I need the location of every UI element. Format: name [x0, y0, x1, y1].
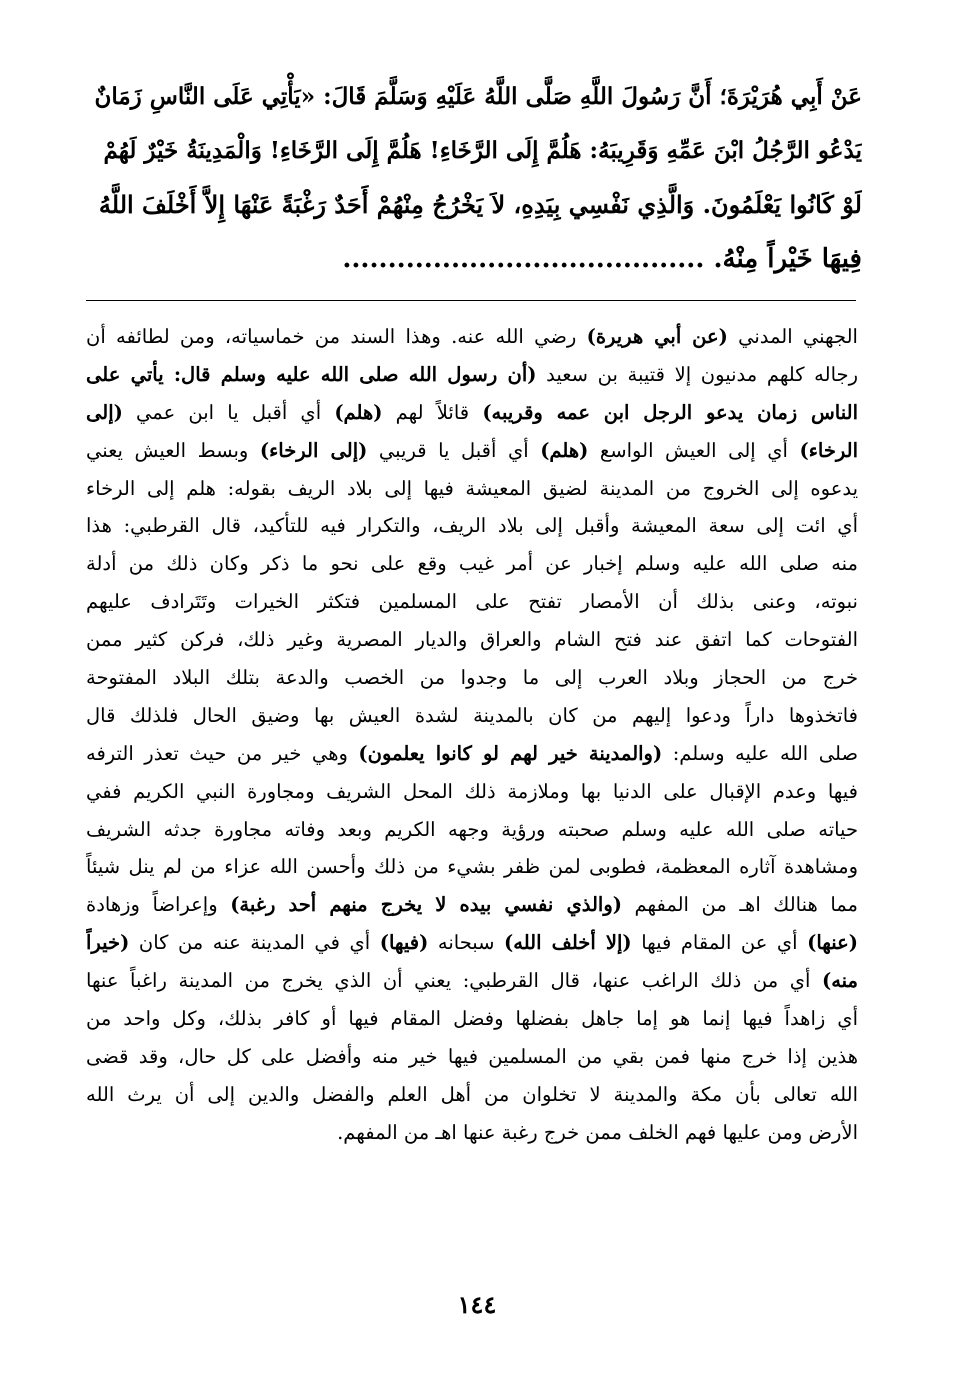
quoted-text: (فيها) [379, 931, 429, 955]
quoted-text: (هلم) [540, 438, 589, 462]
commentary-text: أي أقبل يا ابن عمي [122, 400, 335, 424]
commentary-text: أي إلى العيش الواسع [588, 438, 800, 462]
quoted-text: (أن رسول الله صلى الله عليه وسلم قال: يأتي على [86, 362, 537, 386]
quoted-text: (والمدينة خير لهم لو كانوا يعلمون) [358, 741, 663, 765]
quoted-text: (عن أبي هريرة) [586, 325, 728, 348]
commentary-line: فاتخذوها داراً ودعوا إليهم من كان بالمدينة لشدة العيش بها وضيق الحال فلذلك قال [86, 703, 858, 727]
page-number: ١٤٤ [457, 1290, 497, 1319]
quoted-text: (والذي نفسي بيده لا يخرج منهم أحد رغبة) [230, 893, 622, 917]
commentary-text: رجاله كلهم مدنيون إلا قتيبة بن سعيد [536, 362, 858, 386]
commentary-line [86, 924, 858, 962]
quoted-text: (هلم) [334, 400, 383, 424]
commentary-text: أي في المدينة عنه من كان [129, 931, 380, 955]
quoted-text: (إلى [86, 400, 123, 424]
commentary-line: نبوته، وعنى بذلك أن الأمصار تفتح على المسلمين فتكثر الخيرات وتَتَرادف عليهم [86, 590, 858, 614]
commentary-text: سبحانه [428, 931, 505, 955]
quoted-text: الناس زمان يدعو الرجل ابن عمه وقريبه) [482, 400, 858, 424]
hadith-line: فِيهَا خَيْراً مِنْهُ. ........................................ [342, 244, 862, 274]
commentary-text: وبسط العيش يعني [86, 438, 260, 462]
quoted-text: (خيراً [86, 931, 130, 955]
commentary-line [86, 735, 858, 773]
quoted-text: الرخاء) [799, 438, 858, 462]
commentary-line: ومشاهدة آثاره المعظمة، فطوبى لمن ظفر بشيء من ذلك وأحسن الله عزاء من لم ينل شيئاً [86, 855, 858, 879]
section-divider [86, 300, 856, 301]
hadith-line: عَنْ أَبِي هُرَيْرَةَ؛ أَنَّ رَسُولَ اللَّهِ صَلَّى اللَّهُ عَلَيْهِ وَسَلَّمَ قَالَ: «يَأْتِي عَلَى النَّاسِ زَمَانٌ [94, 83, 862, 110]
commentary-text: أي أقبل يا قريبي [367, 438, 541, 462]
commentary-line: فيها وعدم الإقبال على الدنيا بها وملازمة ذلك المحل الشريف ومجاورة النبي الكريم ففي [86, 779, 858, 803]
commentary-text: وهي خير من حيث تعذر الترفه [86, 741, 359, 765]
quoted-text: (إلى الرخاء) [259, 438, 368, 462]
hadith-line: لَوْ كَانُوا يَعْلَمُونَ. وَالَّذِي نَفْسِي بِيَدِهِ، لاَ يَخْرُجُ مِنْهُمْ أَحَدٌ رَغْبَةً عَنْهَا إِلاَّ أَخْلَفَ اللَّهُ [98, 190, 862, 219]
commentary-line [86, 886, 858, 924]
commentary-line [86, 318, 858, 356]
commentary-text: أي عن المقام فيها [631, 931, 808, 955]
commentary-block [86, 318, 858, 1152]
commentary-line [86, 432, 858, 470]
commentary-text: قائلاً لهم [382, 400, 483, 424]
commentary-line: الأرض ومن عليها فهم الخلف ممن خرج رغبة عنها اهـ من المفهم. [337, 1120, 858, 1144]
commentary-line: منه صلى الله عليه وسلم إخبار عن أمر غيب وقع على نحو ما ذكر وكان ذلك من أدلة [86, 552, 858, 576]
commentary-text: صلى الله عليه وسلم: [662, 741, 858, 765]
commentary-line: خرج من الحجاز وبلاد العرب إلى ما وجدوا من الخصب والدعة بتلك البلاد المفتوحة [86, 666, 858, 690]
commentary-line: الله تعالى بأن مكة والمدينة لا تخلوان من أهل العلم والفضل والدين إلى أن يرث الله [86, 1082, 858, 1106]
quoted-text: (إلا أخلف الله) [504, 931, 632, 955]
quoted-text: (عنها) [807, 931, 858, 955]
commentary-line: أي ائت إلى سعة المعيشة وأقبل إلى بلاد الريف، والتكرار فيه للتأكيد، قال القرطبي: هذا [86, 514, 858, 538]
quoted-text: منه) [821, 969, 858, 993]
commentary-text: رضي الله عنه. وهذا السند من خماسياته، ومن لطائفه أن [86, 325, 587, 348]
commentary-text: مما هنالك اهـ من المفهم [621, 893, 858, 917]
hadith-text-block [92, 70, 862, 286]
commentary-line [86, 962, 858, 1000]
commentary-line: أي زاهداً فيها إنما هو إما جاهل بفضلها وفضل المقام فيها أو كافر بذلك، وكل واحد من [86, 1007, 858, 1031]
commentary-line: يدعوه إلى الخروج من المدينة لضيق المعيشة فيها إلى بلاد الريف بقوله: هلم إلى الرخاء [86, 476, 858, 500]
hadith-line: يَدْعُو الرَّجُلُ ابْنَ عَمِّهِ وَقَرِيبَهُ: هَلُمَّ إِلَى الرَّخَاءِ! هَلُمَّ إِلَى الرَّخَاءِ! وَالْمَدِينَةُ خَيْرٌ لَهُمْ [103, 137, 862, 164]
commentary-line: الفتوحات كما اتفق عند فتح الشام والعراق والديار المصرية وغير ذلك، فركن كثير ممن [86, 628, 858, 652]
commentary-line [86, 394, 858, 432]
commentary-text: أي من ذلك الراغب عنها، قال القرطبي: يعني أن الذي يخرج من المدينة راغباً عنها [86, 969, 822, 993]
commentary-line: حياته صلى الله عليه وسلم صحبته ورؤية وجهه الكريم وبعد وفاته مجاورة جدثه الشريف [86, 817, 858, 841]
commentary-line [86, 356, 858, 394]
commentary-line: هذين إذا خرج منها فمن بقي من المسلمين فيها خير منه وأفضل على كل حال، وقد قضى [86, 1044, 858, 1068]
commentary-text: وإعراضاً وزهادة [86, 893, 231, 917]
commentary-text: الجهني المدني [727, 325, 858, 348]
